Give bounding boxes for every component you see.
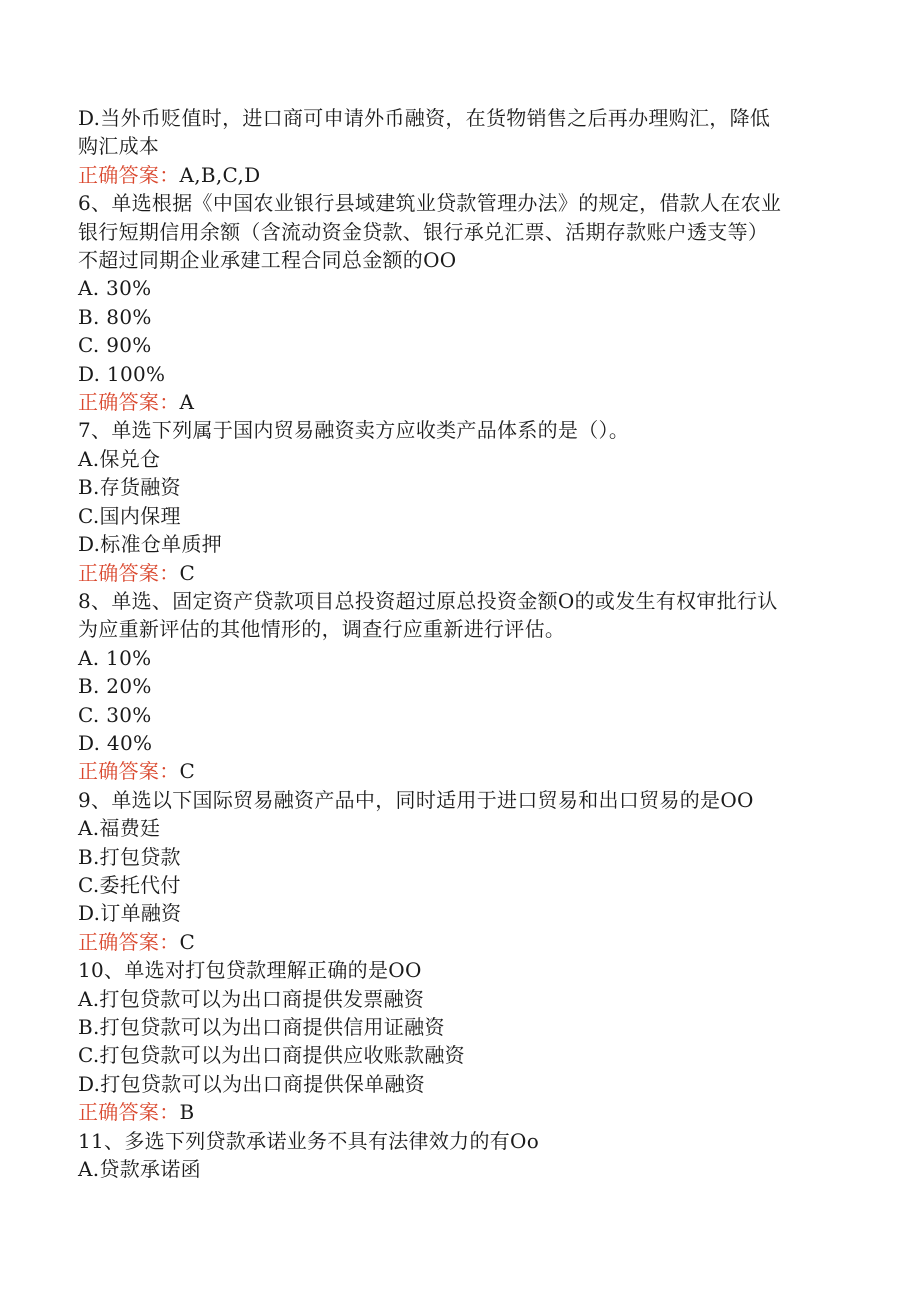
option-c: C.国内保理 <box>78 503 181 528</box>
answer-label: 正确答案： <box>78 390 180 415</box>
question-text: 7、单选下列属于国内贸易融资卖方应收类产品体系的是（）。 <box>78 418 630 443</box>
answer-value: B <box>179 1100 195 1125</box>
option-b: B. 80% <box>78 304 152 329</box>
prev-option-d: D.当外币贬值时，进口商可申请外币融资，在货物销售之后再办理购汇，降低 <box>78 106 771 130</box>
answer-value: C <box>179 560 196 585</box>
option-a: A.贷款承诺函 <box>78 1157 201 1182</box>
question-text: 8、单选、固定资产贷款项目总投资超过原总投资金额O的或发生有权审批行认 <box>78 588 778 613</box>
option-a: A. 30% <box>78 276 152 301</box>
option-b: B.打包贷款可以为出口商提供信用证融资 <box>78 1015 445 1039</box>
answer <box>78 388 838 416</box>
question-text: 6、单选根据《中国农业银行县域建筑业贷款管理办法》的规定，借款人在农业 <box>78 191 782 216</box>
question-7 <box>78 416 838 586</box>
answer <box>78 757 838 785</box>
prev-option-d-continued: 购汇成本 <box>78 134 160 159</box>
question-text: 10、单选对打包贷款理解正确的是OO <box>78 958 422 983</box>
answer-label: 正确答案： <box>78 759 180 784</box>
option-d: D.订单融资 <box>78 901 182 926</box>
answer-value: C <box>179 929 196 954</box>
answer <box>78 559 838 587</box>
option-d: D. 40% <box>78 730 153 755</box>
option-d: D.打包贷款可以为出口商提供保单融资 <box>78 1071 426 1096</box>
question-text: 不超过同期企业承建工程合同总金额的OO <box>78 248 457 273</box>
option-a: A. 10% <box>78 645 152 670</box>
option-b: B.打包贷款 <box>78 844 181 869</box>
option-b: B.存货融资 <box>78 475 181 500</box>
answer-label: 正确答案： <box>78 560 180 585</box>
option-a: A.保兑仓 <box>78 446 161 471</box>
option-b: B. 20% <box>78 674 152 699</box>
prev-answer <box>78 161 838 189</box>
answer-value: A,B,C,D <box>179 162 261 187</box>
question-11 <box>78 1127 838 1184</box>
answer-label: 正确答案： <box>78 162 180 187</box>
answer-label: 正确答案： <box>78 929 180 954</box>
answer-value: A <box>179 390 195 415</box>
question-6 <box>78 189 838 416</box>
option-d: D. 100% <box>78 361 166 386</box>
question-9 <box>78 786 838 956</box>
document-page <box>78 104 838 1183</box>
option-a: A.打包贷款可以为出口商提供发票融资 <box>78 986 425 1011</box>
question-text: 9、单选以下国际贸易融资产品中，同时适用于进口贸易和出口贸易的是OO <box>78 787 754 812</box>
option-c: C. 90% <box>78 333 152 358</box>
answer-label: 正确答案： <box>78 1100 180 1125</box>
option-d: D.标准仓单质押 <box>78 532 223 557</box>
answer <box>78 1098 838 1126</box>
question-10 <box>78 956 838 1126</box>
option-a: A.福费廷 <box>78 816 161 841</box>
answer-value: C <box>179 759 196 784</box>
question-8 <box>78 587 838 786</box>
question-text: 银行短期信用余额（含流动资金贷款、银行承兑汇票、活期存款账户透支等） <box>78 219 769 244</box>
answer <box>78 928 838 956</box>
question-text: 11、多选下列贷款承诺业务不具有法律效力的有Oo <box>78 1128 540 1153</box>
option-c: C.委托代付 <box>78 872 181 897</box>
question-text: 为应重新评估的其他情形的，调查行应重新进行评估。 <box>78 617 566 642</box>
option-c: C. 30% <box>78 702 152 727</box>
option-c: C.打包贷款可以为出口商提供应收账款融资 <box>78 1043 465 1068</box>
